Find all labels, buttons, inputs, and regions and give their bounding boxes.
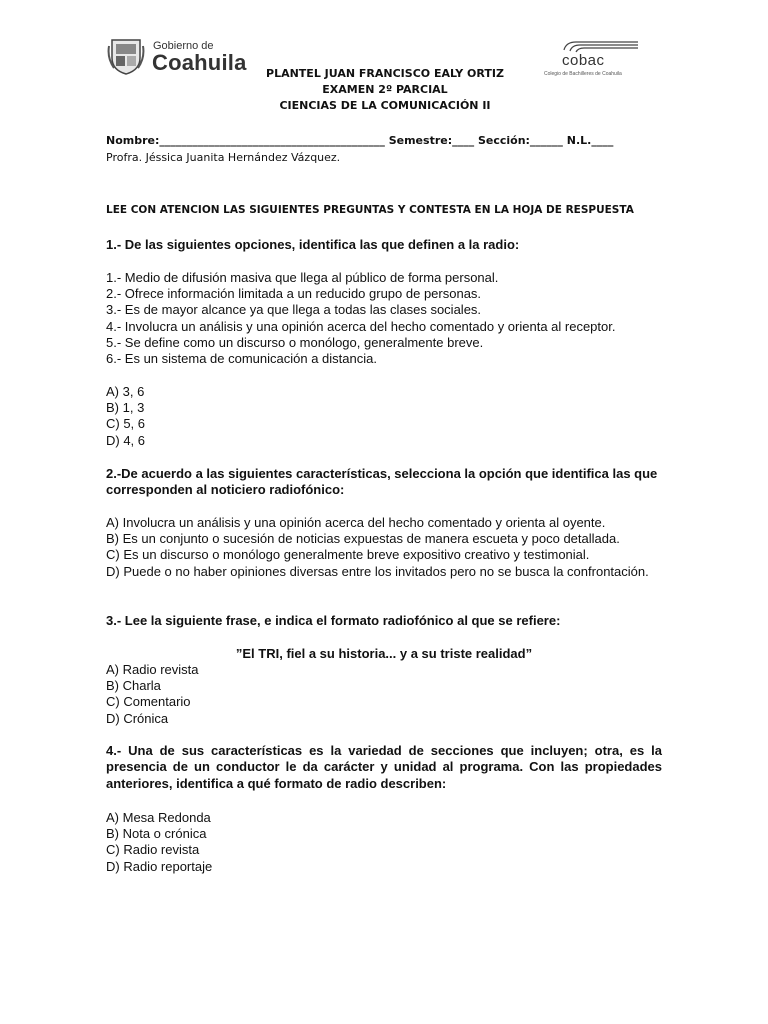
statement-item: 2.- Ofrece información limitada a un reducido grupo de personas. bbox=[106, 286, 482, 302]
answer-option[interactable]: C) Es un discurso o monólogo generalmente breve expositivo creativo y testimonial. bbox=[106, 547, 590, 563]
statement-item: 3.- Es de mayor alcance ya que llega a todas las clases sociales. bbox=[106, 302, 482, 318]
student-info-line[interactable]: Nombre:_________________________________________ Semestre:____ Sección:______ N.L.____ bbox=[106, 134, 614, 147]
answer-option[interactable]: A) 3, 6 bbox=[106, 384, 145, 399]
question-2-text: 2.-De acuerdo a las siguientes características, selecciona la opción que identifica las que corresponden al noticiero radiofónico: bbox=[106, 466, 658, 498]
statement-item: 1.- Medio de difusión masiva que llega al público de forma personal. bbox=[106, 270, 499, 285]
answer-option[interactable]: B) Es un conjunto o sucesión de noticias expuestas de manera escueta y poco detallada. bbox=[106, 531, 620, 547]
exam-title: EXAMEN 2º PARCIAL bbox=[322, 83, 448, 96]
teacher-name: Profra. Jéssica Juanita Hernández Vázquez. bbox=[106, 151, 341, 164]
answer-option[interactable]: A) Involucra un análisis y una opinión acerca del hecho comentado y orienta al oyente. bbox=[106, 515, 606, 530]
quote-phrase: ”El TRI, fiel a su historia... y a su triste realidad” bbox=[235, 646, 533, 661]
answer-option[interactable]: D) Radio reportaje bbox=[106, 858, 213, 874]
question-3 bbox=[106, 613, 662, 629]
question-2 bbox=[106, 466, 662, 499]
school-name: PLANTEL JUAN FRANCISCO EALY ORTIZ bbox=[266, 67, 504, 80]
answer-option[interactable]: A) Mesa Redonda bbox=[106, 810, 211, 825]
question-4-text: 4.- Una de sus características es la variedad de secciones que incluyen; otra, es la presencia de un conductor le da carácter y unidad al programa. Con las propiedades anteriores, identifica a qué formato de radio describen: bbox=[106, 743, 662, 791]
question-1-text: 1.- De las siguientes opciones, identifica las que definen a la radio: bbox=[106, 237, 520, 252]
statement-item: 6.- Es un sistema de comunicación a distancia. bbox=[106, 351, 377, 367]
answer-option[interactable]: C) Radio revista bbox=[106, 842, 200, 858]
answer-option[interactable]: A) Radio revista bbox=[106, 662, 199, 677]
answer-option[interactable]: D) Crónica bbox=[106, 710, 169, 726]
question-3-text: 3.- Lee la siguiente frase, e indica el formato radiofónico al que se refiere: bbox=[106, 613, 561, 628]
answer-option[interactable]: B) 1, 3 bbox=[106, 400, 145, 416]
logo-big-text: Coahuila bbox=[152, 50, 247, 75]
instructions: LEE CON ATENCION LAS SIGUIENTES PREGUNTAS Y CONTESTA EN LA HOJA DE RESPUESTA bbox=[106, 204, 634, 216]
answer-option[interactable]: B) Charla bbox=[106, 678, 161, 694]
exam-header bbox=[0, 66, 768, 114]
logo-small-text: Gobierno de bbox=[153, 40, 214, 52]
question-3-options bbox=[106, 662, 662, 727]
question-1-statements bbox=[106, 270, 662, 367]
question-1-options bbox=[106, 384, 662, 449]
cobac-subtitle: Colegio de Bachilleres de Coahuila bbox=[544, 71, 622, 77]
cobac-word: cobac bbox=[562, 52, 605, 69]
subject-title: CIENCIAS DE LA COMUNICACIÓN II bbox=[279, 99, 491, 112]
question-2-options bbox=[106, 515, 662, 580]
statement-item: 5.- Se define como un discurso o monólogo, generalmente breve. bbox=[106, 334, 484, 350]
question-4-options bbox=[106, 810, 662, 875]
answer-option[interactable]: C) 5, 6 bbox=[106, 416, 146, 432]
statement-item: 4.- Involucra un análisis y una opinión acerca del hecho comentado y orienta al receptor. bbox=[106, 318, 616, 334]
answer-option[interactable]: D) Puede o no haber opiniones diversas entre los invitados pero no se busca la confrontación. bbox=[106, 563, 649, 579]
answer-option[interactable]: C) Comentario bbox=[106, 694, 191, 710]
question-1 bbox=[106, 237, 662, 253]
question-4 bbox=[106, 743, 662, 792]
answer-option[interactable]: B) Nota o crónica bbox=[106, 826, 207, 842]
answer-option[interactable]: D) 4, 6 bbox=[106, 432, 146, 448]
